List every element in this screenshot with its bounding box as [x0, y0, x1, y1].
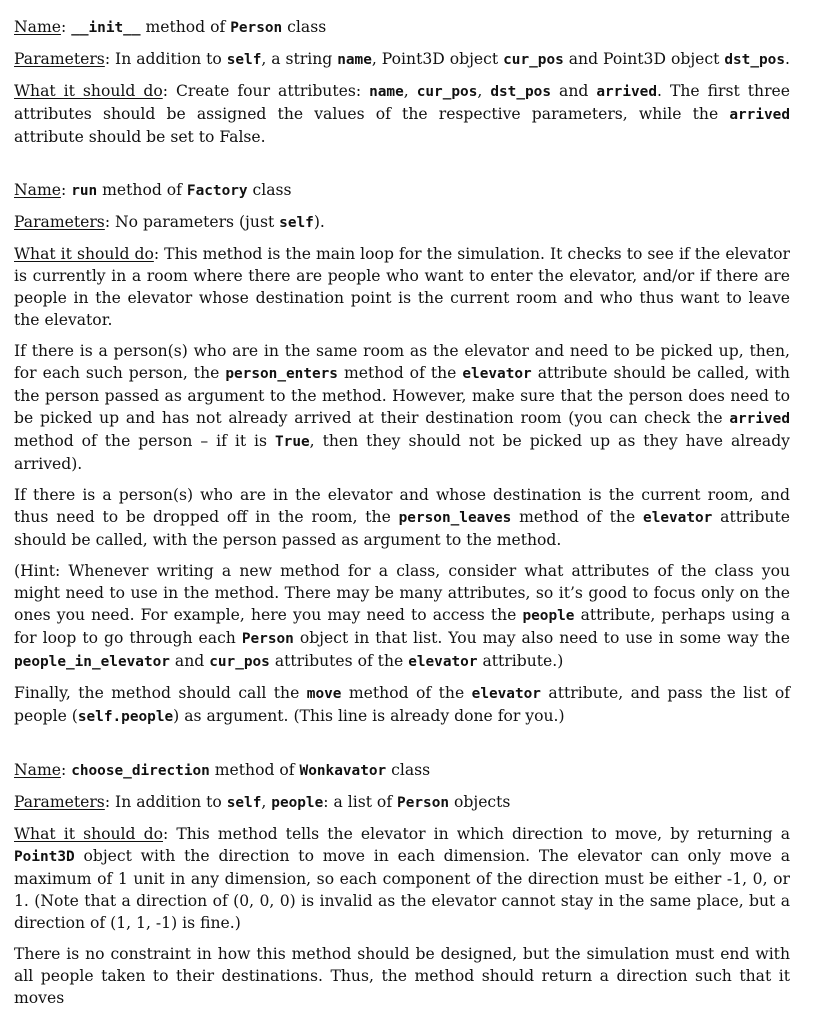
what-label: What it should do	[14, 82, 163, 100]
s1-name-line: Name: __init__ method of Person class	[14, 18, 327, 36]
method-name: run	[71, 183, 98, 199]
s2-pickup-paragraph: If there is a person(s) who are in the same room as the elevator and need to be picked up, then, for each such person, the person_enters method of the elevator attribute should be called, with the person passed as argument to the method. However, make sure that the person does need to be picked up and has not already arrived at their destination room (you can check the arrived method of the person – if it is True, then they should not be picked up as they have already arrived).	[14, 342, 790, 473]
s2-finally-paragraph: Finally, the method should call the move method of the elevator attribute, and pass the list of people (self.people) as argument. (This line is already done for you.)	[14, 684, 790, 725]
s2-params-line: Parameters: No parameters (just self).	[14, 213, 325, 231]
s3-name-line: Name: choose_direction method of Wonkavator class	[14, 761, 431, 779]
method-name: choose_direction	[71, 763, 210, 779]
s1-params-line: Parameters: In addition to self, a string name, Point3D object cur_pos and Point3D object dst_pos.	[14, 50, 790, 68]
s2-hint-paragraph: (Hint: Whenever writing a new method for a class, consider what attributes of the class you might need to use in the method. There may be many attributes, so it’s good to focus only on the ones you need. For example, here you may need to access the people attribute, perhaps using a for loop to go through each Person object in that list. You may also need to use in some way the people_in_elevator and cur_pos attributes of the elevator attribute.)	[14, 562, 790, 670]
parameters-label: Parameters	[14, 213, 105, 231]
document-page	[14, 16, 790, 1009]
class-name: Person	[230, 20, 283, 36]
s3-constraint-paragraph: There is no constraint in how this method should be designed, but the simulation must end with all people taken to their destinations. Thus, the method should return a direction such that it moves	[14, 945, 790, 1007]
s1-what-paragraph: What it should do: Create four attributes: name, cur_pos, dst_pos and arrived. The first three attributes should be assigned the values of the respective parameters, while the arrived attribute should be set to False.	[14, 82, 790, 146]
class-name: Wonkavator	[299, 763, 387, 779]
s2-name-line: Name: run method of Factory class	[14, 181, 292, 199]
section-divider-space	[14, 737, 790, 759]
s2-dropoff-paragraph: If there is a person(s) who are in the elevator and whose destination is the current room, and thus need to be dropped off in the room, the person_leaves method of the elevator attribute should be called, with the person passed as argument to the method.	[14, 486, 790, 549]
name-label: Name	[14, 761, 61, 779]
name-label: Name	[14, 18, 61, 36]
s2-what-paragraph: What it should do: This method is the main loop for the simulation. It checks to see if the elevator is currently in a room where there are people who want to enter the elevator, and/or if there are people in the elevator whose destination point is the current room and who thus want to leave the elevator.	[14, 245, 790, 329]
name-label: Name	[14, 181, 61, 199]
parameters-label: Parameters	[14, 793, 105, 811]
section-divider-space	[14, 157, 790, 179]
what-label: What it should do	[14, 245, 154, 263]
parameters-label: Parameters	[14, 50, 105, 68]
what-label: What it should do	[14, 825, 163, 843]
method-name: __init__	[71, 20, 141, 36]
class-name: Factory	[186, 183, 248, 199]
s3-what-paragraph: What it should do: This method tells the elevator in which direction to move, by returning a Point3D object with the direction to move in each dimension. The elevator can only move a maximum of 1 unit in any dimension, so each component of the direction must be either -1, 0, or 1. (Note that a direction of (0, 0, 0) is invalid as the elevator cannot stay in the same place, but a direction of (1, 1, -1) is fine.)	[14, 825, 790, 932]
s3-params-line: Parameters: In addition to self, people: a list of Person objects	[14, 793, 511, 811]
